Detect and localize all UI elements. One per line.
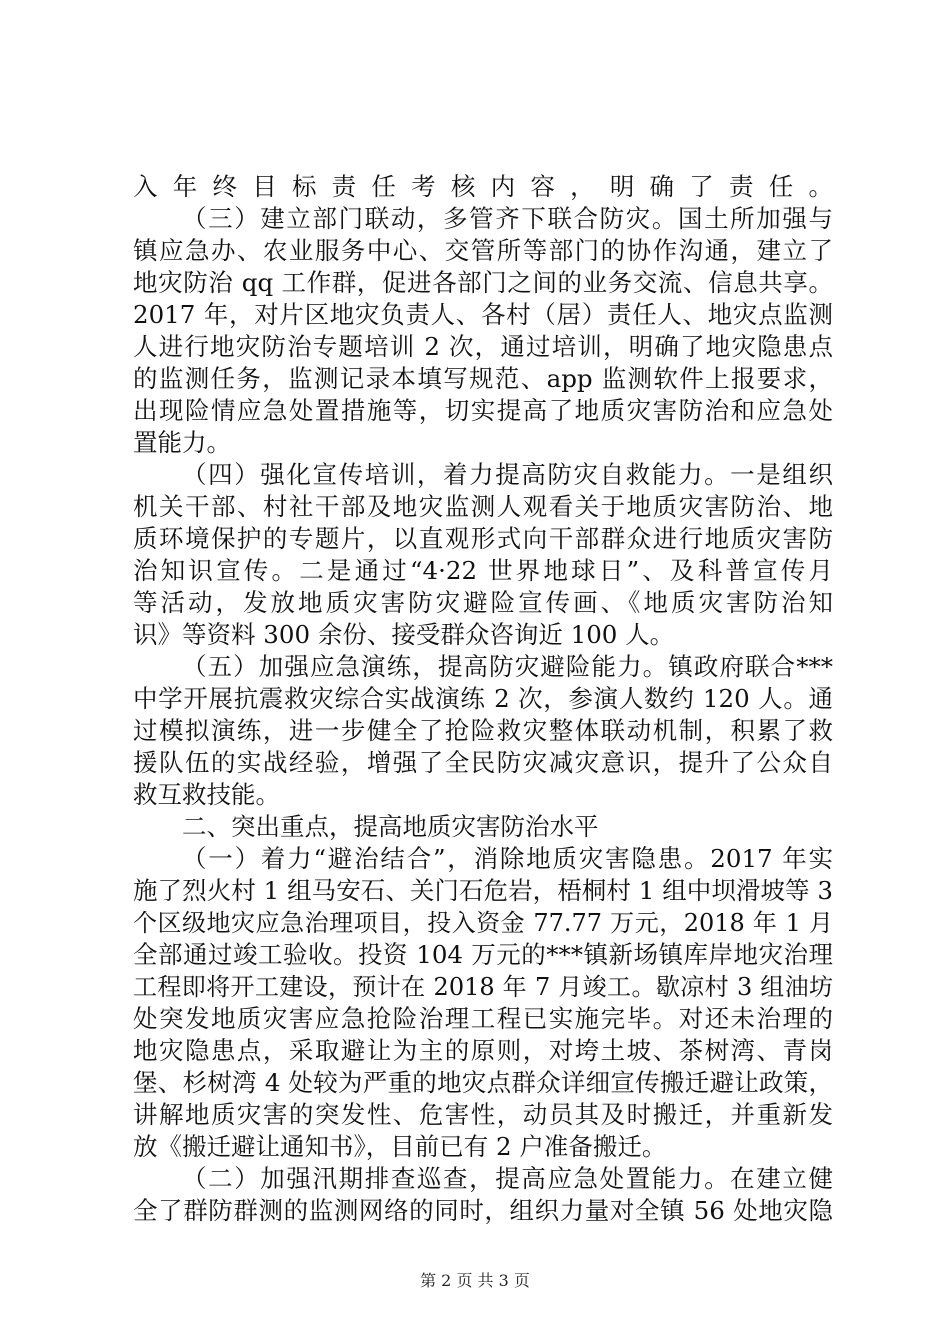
text-line: （五）加强应急演练，提高防灾避险能力。镇政府联合***	[182, 652, 833, 681]
text-line: 镇应急办、农业服务中心、交管所等部门的协作沟通，建立了	[133, 236, 833, 265]
text-line: （二）加强汛期排查巡查，提高应急处置能力。在建立健	[182, 1164, 833, 1193]
text-line: 援队伍的实战经验，增强了全民防灾减灾意识，提升了公众自	[133, 748, 833, 777]
text-line: 全了群防群测的监测网络的同时，组织力量对全镇 56 处地灾隐	[133, 1196, 833, 1225]
text-line: 置能力。	[133, 428, 231, 457]
text-line: 堡、杉树湾 4 处较为严重的地灾点群众详细宣传搬迁避让政策，	[133, 1068, 833, 1097]
text-line: （一）着力“避治结合”，消除地质灾害隐患。2017 年实	[182, 844, 833, 873]
text-line: 机关干部、村社干部及地灾监测人观看关于地质灾害防治、地	[133, 492, 833, 521]
text-line: 治知识宣传。二是通过“4·22 世界地球日”、及科普宣传月	[133, 556, 833, 585]
text-line: 质环境保护的专题片，以直观形式向干部群众进行地质灾害防	[133, 524, 833, 553]
text-line: 处突发地质灾害应急抢险治理工程已实施完毕。对还未治理的	[133, 1004, 833, 1033]
text-line: 地灾防治 qq 工作群，促进各部门之间的业务交流、信息共享。	[133, 268, 833, 297]
section-heading: 二、突出重点，提高地质灾害防治水平	[182, 812, 599, 841]
text-line: 全部通过竣工验收。投资 104 万元的***镇新场镇库岸地灾治理	[133, 940, 833, 969]
text-line: 救互救技能。	[133, 780, 280, 809]
text-line: 地灾隐患点，采取避让为主的原则，对垮土坡、茶树湾、青岗	[133, 1036, 833, 1065]
text-line: 人进行地灾防治专题培训 2 次，通过培训，明确了地灾隐患点	[133, 332, 833, 361]
text-line: 等活动，发放地质灾害防灾避险宣传画、《地质灾害防治知	[133, 588, 833, 617]
text-line: 施了烈火村 1 组马安石、关门石危岩，梧桐村 1 组中坝滑坡等 3	[133, 876, 833, 905]
text-line: 中学开展抗震救灾综合实战演练 2 次，参演人数约 120 人。通	[133, 684, 833, 713]
text-line: （四）强化宣传培训，着力提高防灾自救能力。一是组织	[182, 460, 833, 489]
text-line: 放《搬迁避让通知书》，目前已有 2 户准备搬迁。	[133, 1132, 667, 1161]
text-line: 个区级地灾应急治理项目，投入资金 77.77 万元，2018 年 1 月	[133, 909, 833, 937]
text-line: 讲解地质灾害的突发性、危害性，动员其及时搬迁，并重新发	[133, 1100, 833, 1129]
text-line: 入年终目标责任考核内容，明确了责任。	[133, 172, 833, 201]
text-line: 2017 年，对片区地灾负责人、各村（居）责任人、地灾点监测	[133, 300, 833, 329]
page-number-footer: 第 2 页 共 3 页	[420, 1271, 530, 1290]
text-line: 过模拟演练，进一步健全了抢险救灾整体联动机制，积累了救	[133, 716, 833, 745]
text-line: 识》等资料 300 余份、接受群众咨询近 100 人。	[133, 620, 675, 649]
text-line: （三）建立部门联动，多管齐下联合防灾。国土所加强与	[182, 204, 833, 233]
text-line: 的监测任务，监测记录本填写规范、app 监测软件上报要求，	[133, 364, 833, 393]
text-line: 工程即将开工建设，预计在 2018 年 7 月竣工。歇凉村 3 组油坊	[133, 973, 833, 1001]
text-line: 出现险情应急处置措施等，切实提高了地质灾害防治和应急处	[133, 396, 833, 425]
